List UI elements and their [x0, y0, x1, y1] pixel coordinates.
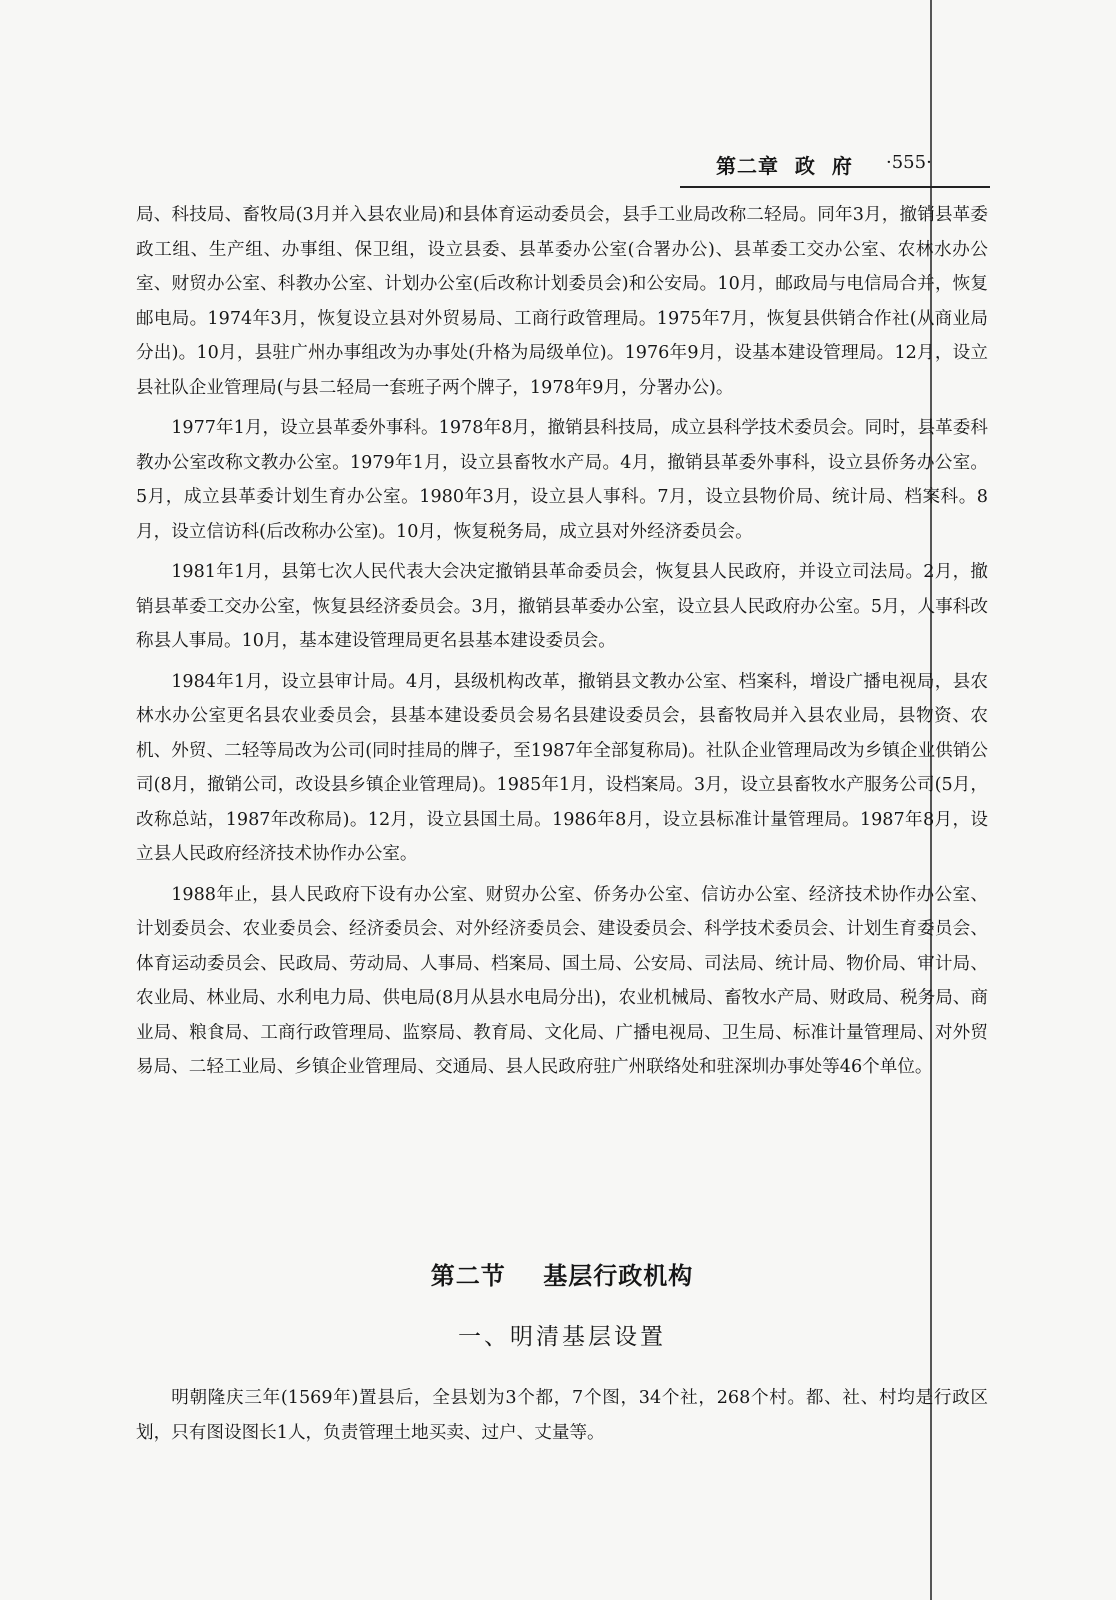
paragraph-1984: 1984年1月，设立县审计局。4月，县级机构改革，撤销县文教办公室、档案科，增设广播电视局，县农林水办公室更名县农业委员会，县基本建设委员会易名县建设委员会，县畜牧局并入县农业局，县物资、农机、外贸、二轻等局改为公司(同时挂局的牌子，至1987年全部复称局)。社队企业管理局改为乡镇企业供销公司(8月，撤销公司，改设县乡镇企业管理局)。1985年1月，设档案局。3月，设立县畜牧水产服务公司(5月，改称总站，1987年改称局)。12月，设立县国土局。1986年8月，设立县标准计量管理局。1987年8月，设立县人民政府经济技术协作办公室。 [136, 671, 988, 864]
page-header [680, 146, 990, 188]
page-number: ·555· [886, 152, 932, 173]
subsection-title: 一、明清基层设置 [458, 1324, 666, 1350]
section-body [136, 1381, 988, 1456]
chapter-title: 第二章 政 府 [716, 154, 853, 178]
body-text [136, 198, 988, 1091]
paragraph-1981: 1981年1月，县第七次人民代表大会决定撤销县革命委员会，恢复县人民政府，并设立司法局。2月，撤销县革委工交办公室，恢复县经济委员会。3月，撤销县革委办公室，设立县人民政府办公室。5月，人事科改称县人事局。10月，基本建设管理局更名县基本建设委员会。 [136, 562, 988, 651]
paragraph-ming-qing: 明朝隆庆三年(1569年)置县后，全县划为3个都，7个图，34个社，268个村。都、社、村均是行政区划，只有图设图长1人，负责管理土地买卖、过户、丈量等。 [136, 1388, 988, 1443]
paragraph-1988: 1988年止，县人民政府下设有办公室、财贸办公室、侨务办公室、信访办公室、经济技术协作办公室、计划委员会、农业委员会、经济委员会、对外经济委员会、建设委员会、科学技术委员会、计划生育委员会、体育运动委员会、民政局、劳动局、人事局、档案局、国土局、公安局、司法局、统计局、物价局、审计局、农业局、林业局、水利电力局、供电局(8月从县水电局分出)，农业机械局、畜牧水产局、财政局、税务局、商业局、粮食局、工商行政管理局、监察局、教育局、文化局、广播电视局、卫生局、标准计量管理局、对外贸易局、二轻工业局、乡镇企业管理局、交通局、县人民政府驻广州联络处和驻深圳办事处等46个单位。 [136, 884, 988, 1077]
paragraph-1977: 1977年1月，设立县革委外事科。1978年8月，撤销县科技局，成立县科学技术委员会。同时，县革委科教办公室改称文教办公室。1979年1月，设立县畜牧水产局。4月，撤销县革委外事科，设立县侨务办公室。5月，成立县革委计划生育办公室。1980年3月，设立县人事科。7月，设立县物价局、统计局、档案科。8月，设立信访科(后改称办公室)。10月，恢复税务局，成立县对外经济委员会。 [136, 418, 988, 542]
paragraph-continued: 局、科技局、畜牧局(3月并入县农业局)和县体育运动委员会，县手工业局改称二轻局。同年3月，撤销县革委政工组、生产组、办事组、保卫组，设立县委、县革委办公室(合署办公)、县革委工交办公室、农林水办公室、财贸办公室、科教办公室、计划办公室(后改称计划委员会)和公安局。10月，邮政局与电信局合并，恢复邮电局。1974年3月，恢复设立县对外贸易局、工商行政管理局。1975年7月，恢复县供销合作社(从商业局分出)。10月，县驻广州办事组改为办事处(升格为局级单位)。1976年9月，设基本建设管理局。12月，设立县社队企业管理局(与县二轻局一套班子两个牌子，1978年9月，分署办公)。 [136, 205, 988, 398]
section-title: 第二节 基层行政机构 [430, 1262, 694, 1290]
